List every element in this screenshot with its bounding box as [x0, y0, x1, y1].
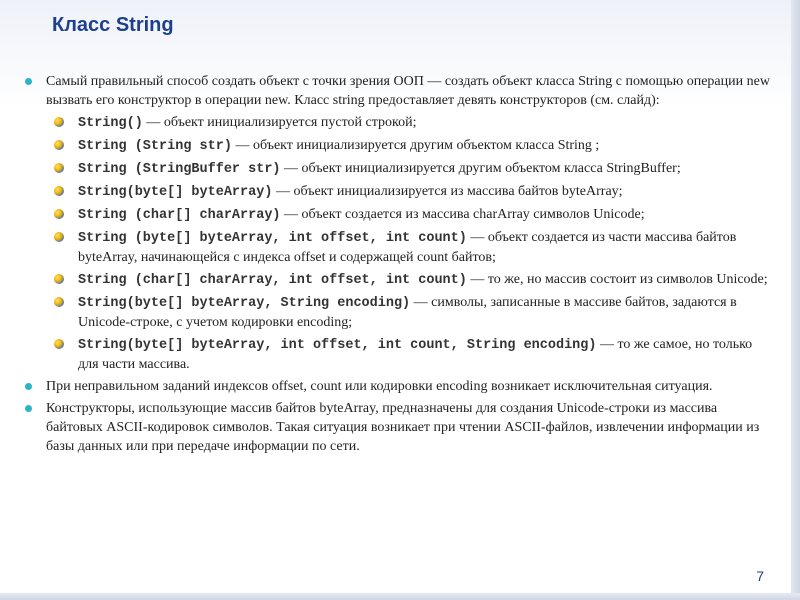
constructor-signature: String(byte[] byteArray): [78, 185, 273, 200]
constructor-description: — то же, но массив состоит из символов Unicode;: [466, 272, 768, 287]
constructor-item: [22, 205, 772, 225]
constructor-description: — объект создается из массива charArray символов Unicode;: [280, 207, 645, 222]
slide-content: [22, 72, 772, 459]
intro-text: Самый правильный способ создать объект с точки зрения ООП — создать объект класса String с помощью операции new вызвать его конструктор в операции new. Класс string предоставляет девять конструкторов (см. слайд):: [46, 74, 770, 108]
slide-right-border: [791, 0, 800, 600]
constructor-item: [22, 270, 772, 290]
bullet-exception-note: [22, 377, 772, 396]
constructor-signature: String(): [78, 116, 143, 131]
constructor-description: — объект создается из части массива байтов byteArray, начинающейся с индекса offset и содержащей count байтов;: [78, 230, 737, 265]
constructor-signature: String(byte[] byteArray, String encoding): [78, 296, 411, 311]
exception-note-text: При неправильном заданий индексов offset, count или кодировки encoding возникает исключительная ситуация.: [46, 379, 713, 394]
constructor-signature: String (StringBuffer str): [78, 162, 281, 177]
constructor-description: — объект инициализируется из массива байтов byteArray;: [272, 184, 623, 199]
constructor-description: — объект инициализируется другим объектом класса StringBuffer;: [280, 161, 681, 176]
constructor-item: [22, 136, 772, 156]
sphere-bullet-icon: [54, 186, 64, 196]
constructor-item: [22, 182, 772, 202]
slide-title: Класс String: [52, 14, 174, 36]
bullet-list: [22, 72, 772, 456]
sphere-bullet-icon: [54, 232, 64, 242]
round-bullet-icon: [25, 78, 32, 85]
sphere-bullet-icon: [54, 209, 64, 219]
round-bullet-icon: [25, 383, 32, 390]
constructor-description: — то же самое, но только для части массива.: [78, 337, 753, 372]
sphere-bullet-icon: [54, 140, 64, 150]
slide-bottom-border: [0, 593, 800, 600]
constructor-signature: String (char[] charArray): [78, 208, 281, 223]
constructor-item: [22, 159, 772, 179]
constructor-description: — объект инициализируется другим объектом класса String ;: [231, 138, 600, 153]
bytes-note-text: Конструкторы, использующие массив байтов byteArray, предназначены для создания Unicode-строки из массива байтовых ASCII-кодировок символов. Такая ситуация возникает при чтении ASCII-файлов, извлечении информации из базы данных или при передаче информации по сети.: [46, 401, 760, 454]
sphere-bullet-icon: [54, 274, 64, 284]
constructor-signature: String(byte[] byteArray, int offset, int count, String encoding): [78, 338, 597, 353]
constructor-item: [22, 228, 772, 267]
constructor-signature: String (String str): [78, 139, 232, 154]
constructor-item: [22, 293, 772, 332]
constructor-item: [22, 335, 772, 374]
round-bullet-icon: [25, 405, 32, 412]
constructor-signature: String (char[] charArray, int offset, int count): [78, 273, 467, 288]
constructor-item: [22, 113, 772, 133]
constructor-description: — символы, записанные в массиве байтов, задаются в Unicode-строке, с учетом кодировки encoding;: [78, 295, 737, 330]
sphere-bullet-icon: [54, 117, 64, 127]
sphere-bullet-icon: [54, 163, 64, 173]
sphere-bullet-icon: [54, 339, 64, 349]
constructor-description: — объект инициализируется пустой строкой;: [142, 115, 417, 130]
sphere-bullet-icon: [54, 297, 64, 307]
bullet-intro: [22, 72, 772, 110]
page-number: 7: [756, 568, 764, 584]
bullet-bytes-note: [22, 399, 772, 456]
constructor-signature: String (byte[] byteArray, int offset, int count): [78, 231, 467, 246]
